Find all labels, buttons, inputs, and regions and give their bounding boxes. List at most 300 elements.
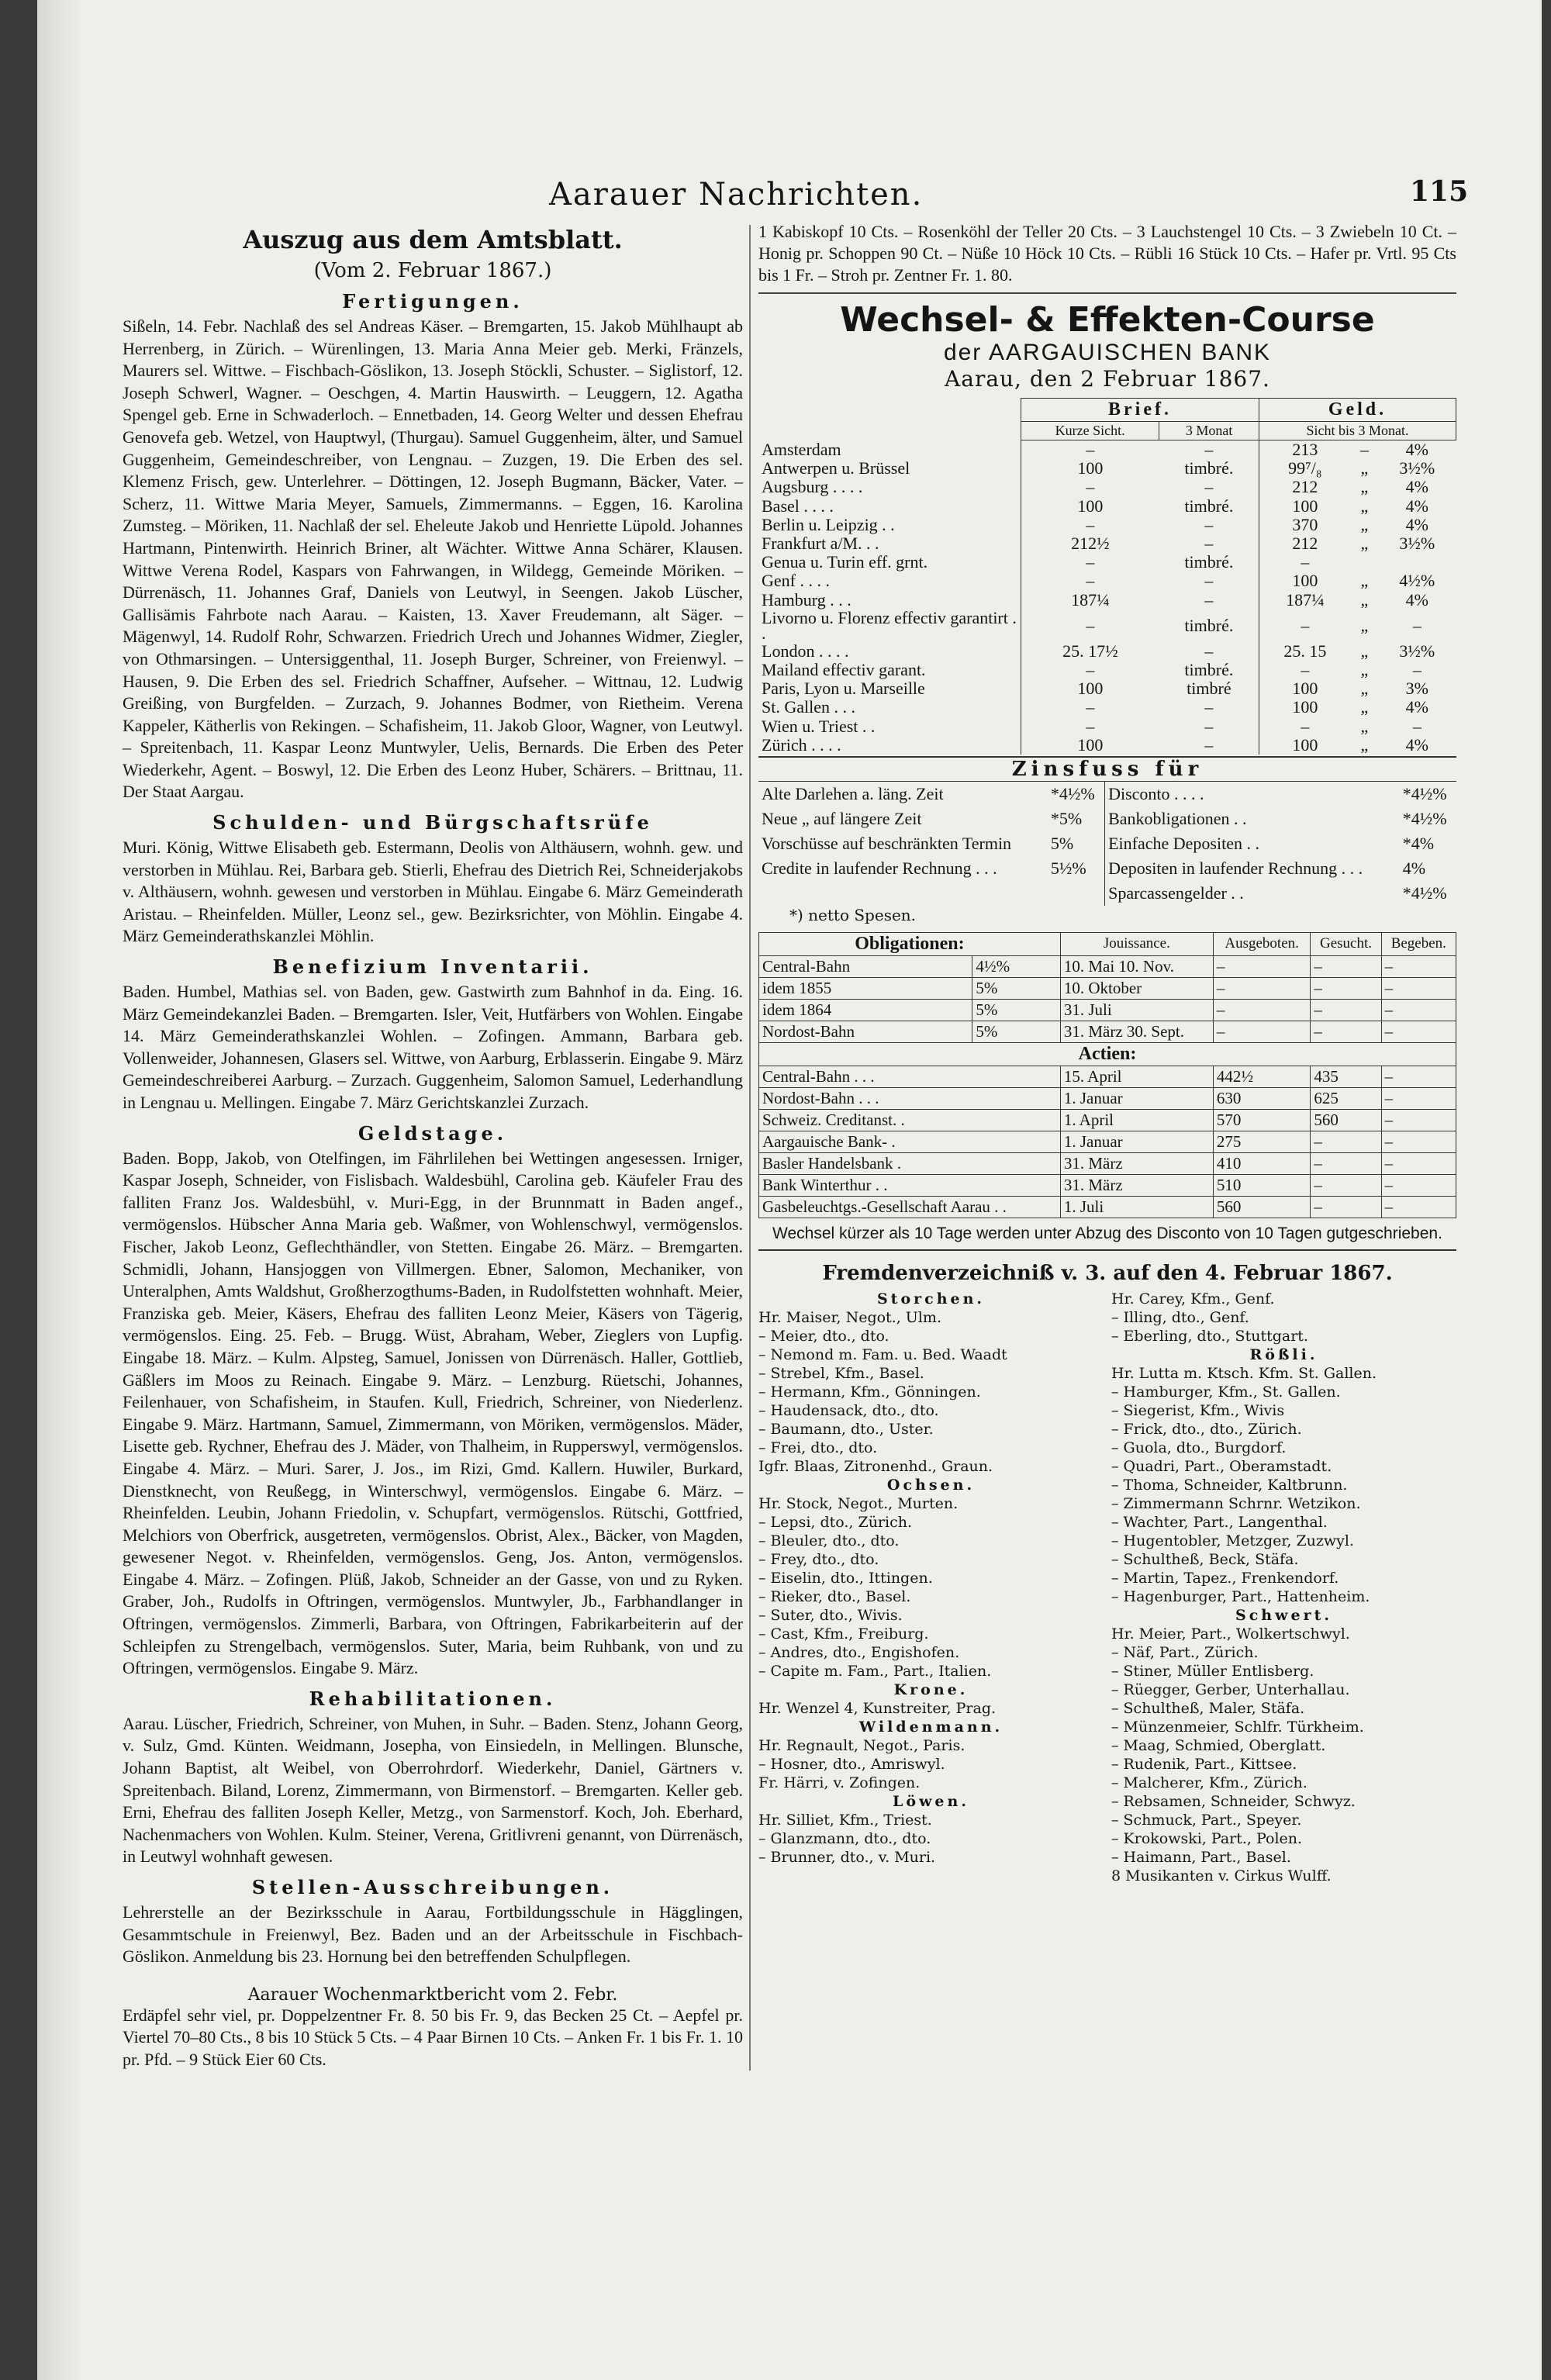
hotel-name: Rößli.: [1249, 1345, 1318, 1363]
rate-place: Antwerpen u. Brüssel: [762, 458, 910, 478]
rate-value: „: [1360, 534, 1369, 554]
actien-cell: 570: [1213, 1109, 1310, 1131]
rate-value: 3½%: [1399, 534, 1435, 554]
rate-value: –: [1204, 534, 1214, 554]
rate-value: „: [1360, 679, 1369, 699]
actien-cell: 1. Juli: [1060, 1196, 1213, 1218]
obligation-cell: –: [1381, 1021, 1456, 1042]
actien-cell: –: [1381, 1131, 1456, 1152]
actien-cell: –: [1311, 1131, 1381, 1152]
rate-value: 3½%: [1399, 641, 1435, 661]
obligation-cell: –: [1213, 1021, 1310, 1042]
rate-value: 3%: [1405, 679, 1428, 699]
rate-value: –: [1021, 698, 1159, 717]
obligation-cell: idem 1864: [759, 999, 972, 1021]
rate-value: –: [1204, 571, 1214, 591]
actien-cell: Bank Winterthur . .: [759, 1174, 1061, 1196]
actien-cell: Aargauische Bank- .: [759, 1131, 1061, 1152]
obligation-cell: –: [1381, 999, 1456, 1021]
page-header-title: Aarauer Nachrichten.: [549, 177, 924, 212]
guest-entry: – Suter, dto., Wivis.: [758, 1606, 903, 1624]
obligation-cell: Nordost-Bahn: [759, 1021, 972, 1042]
actien-cell: 625: [1311, 1087, 1381, 1109]
bank-prefix: der: [943, 340, 983, 365]
zins-row: [758, 881, 1456, 906]
actien-cell: Gasbeleuchtgs.-Gesellschaft Aarau . .: [759, 1196, 1061, 1218]
actien-cell: –: [1311, 1196, 1381, 1218]
guest-entry: Hr. Maiser, Negot., Ulm.: [758, 1308, 941, 1326]
rate-value: 4½%: [1399, 571, 1435, 591]
guest-entry: Igfr. Blaas, Zitronenhd., Graun.: [758, 1457, 993, 1475]
rate-row: [758, 534, 1456, 553]
obligation-cell: 10. Oktober: [1060, 977, 1213, 999]
zinsfuss-body: [758, 782, 1456, 906]
rate-value: 99⁷/₈: [1259, 459, 1350, 478]
guest-entry: – Rüegger, Gerber, Unterhallau.: [1111, 1681, 1350, 1698]
actien-cell: Schweiz. Creditanst. .: [759, 1109, 1061, 1131]
course-banner: Wechsel- & Effekten-Course: [840, 300, 1375, 340]
guest-entry: – Siegerist, Kfm., Wivis: [1111, 1401, 1285, 1419]
rate-value: „: [1360, 641, 1369, 661]
zinsfuss-table: [758, 782, 1456, 906]
guest-entry: Hr. Stock, Negot., Murten.: [758, 1494, 959, 1512]
actien-cell: 1. Januar: [1060, 1087, 1213, 1109]
actien-cell: Basler Handelsbank .: [759, 1152, 1061, 1174]
rate-value: –: [1204, 716, 1214, 736]
rate-value: –: [1021, 553, 1159, 572]
rate-value: 4%: [1405, 697, 1428, 717]
section-heading: Fertigungen.: [342, 290, 523, 313]
guest-entry: – Maag, Schmied, Oberglatt.: [1111, 1736, 1326, 1754]
section-text: Lehrerstelle an der Bezirksschule in Aarau, Fortbildungsschule in Hägglingen, Gesammtschule in Freienwyl, Bez. Baden und an der Arbeitsschule in Fischbach-Göslikon. Anmeldung bis 23. Hornung bei den betreffenden Schulpflegen.: [123, 1902, 743, 1967]
actien-row: [759, 1087, 1456, 1109]
guest-entry: Hr. Lutta m. Ktsch. Kfm. St. Gallen.: [1111, 1364, 1377, 1382]
actien-row: [759, 1174, 1456, 1196]
guest-entry: – Rieker, dto., Basel.: [758, 1587, 911, 1605]
obligation-cell: 5%: [972, 1021, 1061, 1042]
rate-value: „: [1360, 589, 1369, 610]
guest-entry: – Zimmermann Schrnr. Wetzikon.: [1111, 1494, 1361, 1512]
newspaper-page: [37, 0, 1542, 2380]
obligation-row: [759, 999, 1456, 1021]
rate-row: [758, 459, 1456, 478]
bank-name: [758, 340, 1456, 366]
obligation-cell: 10. Mai 10. Nov.: [1060, 955, 1213, 977]
guest-entry: – Andres, dto., Engishofen.: [758, 1643, 960, 1661]
left-column: [123, 225, 743, 2071]
actien-row: [759, 1131, 1456, 1152]
actien-cell: –: [1381, 1174, 1456, 1196]
rate-place: London . . . .: [762, 641, 849, 661]
guest-entry: – Eiselin, dto., Ittingen.: [758, 1569, 933, 1587]
rate-value: –: [1259, 717, 1350, 735]
zins-row: [758, 782, 1456, 807]
obligation-cell: –: [1311, 999, 1381, 1021]
guest-entry: – Frei, dto., dto.: [758, 1439, 878, 1456]
rate-place: Frankfurt a/M. . .: [762, 534, 879, 554]
sicht-header: Sicht bis 3 Monat.: [1259, 422, 1456, 440]
zins-rate: [1048, 881, 1105, 906]
zins-row: [758, 856, 1456, 881]
rate-row: [758, 717, 1456, 735]
actien-body: [759, 1066, 1456, 1218]
guest-entry: – Malcherer, Kfm., Zürich.: [1111, 1774, 1307, 1791]
guest-entry: – Frey, dto., dto.: [758, 1550, 879, 1568]
fremdenverzeichnis: [758, 1290, 1456, 1885]
obligation-row: [759, 955, 1456, 977]
guest-entry: – Brunner, dto., v. Muri.: [758, 1848, 936, 1866]
rate-value: 370: [1259, 516, 1350, 534]
zins-label: Bankobligationen . .: [1105, 807, 1400, 831]
guest-entry: – Hermann, Kfm., Gönningen.: [758, 1383, 981, 1401]
zins-label: Alte Darlehen a. läng. Zeit: [762, 783, 944, 803]
zins-row: [758, 807, 1456, 831]
rate-value: 212½: [1021, 534, 1159, 553]
rate-value: 100: [1021, 736, 1159, 755]
rate-value: 4%: [1405, 514, 1428, 534]
rate-value: 100: [1021, 497, 1159, 516]
rate-row: [758, 591, 1456, 610]
hotel-name: Krone.: [893, 1681, 969, 1698]
rate-value: „: [1360, 514, 1369, 534]
brief-header: Brief.: [1021, 399, 1259, 422]
obligation-cell: –: [1311, 955, 1381, 977]
guest-entry: – Stiner, Müller Entlisberg.: [1111, 1662, 1314, 1680]
guest-list-left: [758, 1290, 1104, 1885]
actien-cell: 442½: [1213, 1066, 1310, 1087]
guest-entry: – Rudenik, Part., Kittsee.: [1111, 1755, 1297, 1773]
obligation-row: [759, 1021, 1456, 1042]
guest-entry: – Schultheß, Beck, Stäfa.: [1111, 1550, 1299, 1568]
rate-row: [758, 679, 1456, 698]
rate-value: 25. 15: [1259, 642, 1350, 661]
actien-cell: –: [1311, 1152, 1381, 1174]
rate-value: 187¼: [1021, 591, 1159, 610]
guest-entry: – Thoma, Schneider, Kaltbrunn.: [1111, 1476, 1348, 1494]
guest-entry: Hr. Wenzel 4, Kunstreiter, Prag.: [758, 1699, 997, 1717]
guest-entry: – Illing, dto., Genf.: [1111, 1308, 1249, 1326]
guest-entry: – Quadri, Part., Oberamstadt.: [1111, 1457, 1332, 1475]
zins-label: Credite in laufender Rechnung . . .: [762, 858, 997, 878]
guest-list-right: [1111, 1290, 1456, 1885]
rates-corner: [758, 399, 1021, 422]
page-shadow: [37, 0, 84, 2380]
zins-rate: 4%: [1402, 858, 1426, 878]
rate-value: 100: [1259, 497, 1350, 516]
actien-cell: 1. April: [1060, 1109, 1213, 1131]
obligation-cell: –: [1311, 1021, 1381, 1042]
course-date: Aarau, den 2 Februar 1867.: [945, 366, 1270, 392]
guest-entry: – Haudensack, dto., dto.: [758, 1401, 939, 1419]
guest-entry: – Capite m. Fam., Part., Italien.: [758, 1662, 992, 1680]
rate-value: –: [1204, 477, 1214, 497]
guest-entry: 8 Musikanten v. Cirkus Wulff.: [1111, 1867, 1332, 1884]
rates-body: [758, 440, 1456, 755]
rate-value: 3½%: [1399, 458, 1435, 478]
rate-value: 25. 17½: [1021, 642, 1159, 661]
guest-entry: – Nemond m. Fam. u. Bed. Waadt: [758, 1345, 1007, 1363]
rate-row: [758, 610, 1456, 642]
rate-value: –: [1204, 734, 1214, 755]
amtsblatt-title: Auszug aus dem Amtsblatt.: [243, 225, 623, 254]
rate-value: 213: [1259, 440, 1350, 460]
amtsblatt-date: (Vom 2. Februar 1867.): [313, 259, 552, 282]
guest-entry: Hr. Meier, Part., Wolkertschwyl.: [1111, 1625, 1350, 1643]
guest-entry: – Glanzmann, dto., dto.: [758, 1829, 931, 1847]
section-text: Baden. Humbel, Mathias sel. von Baden, gew. Gastwirth zum Bahnhof in da. Eing. 16. März Gemeindekanzlei Baden. – Bremgarten. Isler, Veit, Hutfärbers von Wohlen. Eingabe 14. März Gemeinderathskanzlei Wohlen. – Zofingen. Ammann, Barbara geb. Vollenweider, Johannesen, Glasers sel. Wittwe, von Aarburg, Erblasserin. Eingabe 9. März Gemeindeschreiberei Aarburg. – Zurzach. Guggenheim, Salomon Samuel, Lederhandlung in Lengnau u. Mellingen. Eingabe 7. März Gerichtskanzlei Zurzach.: [123, 982, 743, 1112]
obligation-cell: 4½%: [972, 955, 1061, 977]
actien-row: [759, 1152, 1456, 1174]
market-report-text: Erdäpfel sehr viel, pr. Doppelzentner Fr. 8. 50 bis Fr. 9, das Becken 25 Ct. – Aepfel pr. Viertel 70–80 Cts., 8 bis 10 Stück 5 Cts. – 4 Paar Birnen 10 Cts. – Anken Fr. 1 bis Fr. 1. 10 pr. Pfd. – 9 Stück Eier 60 Cts.: [123, 2005, 743, 2069]
rate-value: –: [1259, 553, 1350, 572]
obligationen-header: Obligationen:: [759, 932, 1061, 955]
zins-rate: *4½%: [1402, 808, 1447, 828]
actien-cell: Nordost-Bahn . . .: [759, 1087, 1061, 1109]
rate-value: [1378, 553, 1456, 572]
rate-value: –: [1259, 610, 1350, 642]
actien-cell: 560: [1213, 1196, 1310, 1218]
rate-value: –: [1021, 516, 1159, 534]
rate-value: „: [1360, 716, 1369, 736]
actien-header: Actien:: [759, 1042, 1456, 1066]
zins-rate: *4½%: [1050, 783, 1095, 803]
actien-row: [759, 1066, 1456, 1087]
rate-value: 212: [1259, 534, 1350, 553]
actien-cell: 510: [1213, 1174, 1310, 1196]
actien-cell: –: [1381, 1152, 1456, 1174]
actien-cell: –: [1381, 1109, 1456, 1131]
guest-entry: – Cast, Kfm., Freiburg.: [758, 1625, 929, 1643]
rate-place: Augsburg . . . .: [762, 477, 863, 497]
rate-row: [758, 478, 1456, 496]
rate-value: –: [1204, 589, 1214, 610]
guest-entry: Hr. Silliet, Kfm., Triest.: [758, 1811, 932, 1829]
rate-value: [1351, 553, 1378, 572]
guest-entry: – Lepsi, dto., Zürich.: [758, 1513, 913, 1531]
divider: [758, 292, 1456, 294]
rate-place: Genf . . . .: [762, 571, 830, 591]
obligation-cell: 31. Juli: [1060, 999, 1213, 1021]
rates-corner-2: [758, 422, 1021, 440]
rate-value: timbré: [1187, 679, 1231, 699]
guest-entry: – Strebel, Kfm., Basel.: [758, 1364, 924, 1382]
rate-value: –: [1021, 478, 1159, 496]
zins-row: [758, 831, 1456, 856]
guest-entry: – Rebsamen, Schneider, Schwyz.: [1111, 1792, 1356, 1810]
rate-row: [758, 572, 1456, 590]
section-heading: Geldstage.: [358, 1121, 508, 1145]
section-heading: Stellen-Ausschreibungen.: [251, 1876, 614, 1898]
obligation-cell: –: [1381, 955, 1456, 977]
section-text: Aarau. Lüscher, Friedrich, Schreiner, von Muhen, in Suhr. – Baden. Stenz, Johann Georg, v. Sulz, Gmd. Künten. Weidmann, Josepha, von Einsiedeln, in Mellingen. Blunsche, Johann Baptist, alt Weibel, von Oberrohrdorf. Wiederkehr, Daniel, Gärtners v. Spreitenbach. Biland, Lorenz, Zimmermann, von Birmenstorf. – Bremgarten. Keller geb. Erni, Ehefrau des falliten Joseph Keller, Metzg., von Sarmenstorf. Koch, Joh. Eberhard, Nachenmachers von Wohlen. Kulm. Steiner, Verena, Gritlivreni genannt, von Dürrenäsch, in Leutwyl wohnhaft gewesen.: [123, 1713, 743, 1867]
zins-label: Depositen in laufender Rechnung . . .: [1105, 856, 1400, 881]
rate-value: –: [1204, 641, 1214, 661]
rate-place: Mailand effectiv garant.: [762, 659, 926, 679]
rate-place: Zürich . . . .: [762, 734, 841, 755]
guest-entry: – Schultheß, Maler, Stäfa.: [1111, 1699, 1305, 1717]
rate-row: [758, 440, 1456, 460]
hotel-name: Schwert.: [1235, 1606, 1332, 1624]
exchange-rate-table: [758, 398, 1456, 755]
wechsel-note: Wechsel kürzer als 10 Tage werden unter Abzug des Disconto von 10 Tagen gutgeschrieben.: [772, 1224, 1442, 1242]
rate-place: Paris, Lyon u. Marseille: [762, 679, 925, 699]
drei-monat-header: 3 Monat: [1159, 422, 1259, 440]
zins-label: Sparcassengelder . .: [1105, 881, 1400, 906]
actien-row: [759, 1196, 1456, 1218]
rate-value: 100: [1259, 736, 1350, 755]
obligation-cell: idem 1855: [759, 977, 972, 999]
actien-cell: 275: [1213, 1131, 1310, 1152]
ausgeboten-header: Ausgeboten.: [1213, 932, 1310, 955]
actien-cell: 1. Januar: [1060, 1131, 1213, 1152]
rate-value: „: [1360, 458, 1369, 478]
rate-place: Basel . . . .: [762, 496, 834, 516]
rate-value: –: [1021, 610, 1159, 642]
zins-rate: *4%: [1402, 833, 1435, 853]
rate-value: timbré.: [1184, 615, 1234, 635]
rate-place: Berlin u. Leipzig . .: [762, 514, 895, 534]
zins-rate: 5%: [1050, 833, 1074, 853]
section-text: Muri. König, Wittwe Elisabeth geb. Estermann, Deolis von Althäusern, wohnh. gew. und verstorben in Mühlau. Rei, Barbara geb. Stierli, Ehefrau des Dietrich Rei, Schneiderjakobs v. Althäusern, wohnh. gewesen und verstorben in Mühlau. Eingabe 6. März Gemeinderath Aristau. – Rheinfelden. Müller, Leonz sel., gew. Bezirksrichter, von Möhlin. Eingabe 4. März Gemeinderathskanzlei Möhlin.: [123, 838, 743, 946]
gesucht-header: Gesucht.: [1311, 932, 1381, 955]
page-number: 115: [1410, 175, 1469, 208]
actien-cell: 560: [1311, 1109, 1381, 1131]
rate-value: „: [1360, 571, 1369, 591]
zinsfuss-title: Zinsfuss für: [758, 756, 1456, 782]
actien-cell: 630: [1213, 1087, 1310, 1109]
guest-entry: – Bleuler, dto., dto.: [758, 1532, 900, 1549]
rate-value: –: [1021, 717, 1159, 735]
actien-cell: 31. März: [1060, 1174, 1213, 1196]
rate-value: 100: [1021, 459, 1159, 478]
rate-value: „: [1360, 659, 1369, 679]
obligation-cell: –: [1381, 977, 1456, 999]
rate-value: 100: [1259, 698, 1350, 717]
rate-value: 4%: [1405, 734, 1428, 755]
rate-value: –: [1259, 661, 1350, 679]
guest-entry: – Münzenmeier, Schlfr. Türkheim.: [1111, 1718, 1364, 1736]
guest-entry: – Wachter, Part., Langenthal.: [1111, 1513, 1328, 1531]
rate-value: „: [1360, 496, 1369, 516]
obligation-cell: Central-Bahn: [759, 955, 972, 977]
rate-value: 4%: [1405, 496, 1428, 516]
guest-entry: – Eberling, dto., Stuttgart.: [1111, 1327, 1308, 1345]
jouissance-header: Jouissance.: [1060, 932, 1213, 955]
guest-entry: – Schmuck, Part., Speyer.: [1111, 1811, 1302, 1829]
rate-place: Hamburg . . .: [762, 589, 851, 610]
netto-note: *) netto Spesen.: [789, 905, 917, 924]
rate-value: 100: [1259, 572, 1350, 590]
guest-entry: – Baumann, dto., Uster.: [758, 1420, 934, 1438]
zins-label: Einfache Depositen . .: [1105, 831, 1400, 856]
rate-value: timbré.: [1184, 659, 1234, 679]
rate-place: Amsterdam: [762, 439, 841, 459]
zins-rate: *5%: [1050, 808, 1083, 828]
obligation-cell: 31. März 30. Sept.: [1060, 1021, 1213, 1042]
section-text: Sißeln, 14. Febr. Nachlaß des sel Andreas Käser. – Bremgarten, 15. Jakob Mühlhaupt ab Herrenberg, in Zürich. – Würenlingen, 13. Maria Anna Meier geb. Merki, Fränzels, Maurers sel. Wittwe. – Fischbach-Göslikon, 13. Joseph Stöckli, Schuster. – Siglistorf, 12. Joseph Schwerl, Wagner. – Oeschgen, 4. Martin Hauswirth. – Leuggern, 12. Agatha Spengel geb. Erne in Schwaderloch. – Ennetbaden, 14. Georg Welter und dessen Ehefrau Genovefa geb. Wetzel, von Hauptwyl, (Thurgau). Samuel Guggenheim, älter, und Samuel Guggenheim, Gemeindeschreiber, von Lengnau. – Zuzgen, 19. Die Erben des sel. Klemenz Frisch, gew. Unterlehrer. – Döttingen, 12. Joseph Bugmann, Bäcker, Vater. – Scherz, 11. Wittwe Maria Meyer, Samuels, Zimmermanns. – Eggen, 16. Karolina Zumsteg. – Möriken, 11. Nachlaß der sel. Eheleute Jakob und Henriette Lüpold. Johannes Hartmann, Pintenwirth. Heinrich Briner, alt Wächter. Wittwe Anna Schärer, Klausen. Wittwe Verena Rodel, Kaspars von Fahrwangen, in Wildegg, Gemeinde Möriken. – Dürrenäsch, 11. Johannes Graf, Daniels von Leutwyl, in Seengen. Jakob Lüscher, Gallisämis Fahrbote nach Aarau. – Kaisten, 13. Xaver Freudemann, alt Säger. – Mägenwyl, 14. Rudolf Rohr, Schwarzen. Friedrich Urech und Johannes Widmer, Ziegler, von Othmarsingen. – Untersiggenthal, 11. Joseph Burger, Schreiner, von Freienwyl. – Hausen, 9. Die Erben des sel. Friedrich Schaffner, Aufseher. – Wittnau, 12. Ludwig Greißing, von Burgfelden. – Zurzach, 9. Johannes Bodmer, von Rietheim. Verena Kappeler, Kätherlis von Rekingen. – Schafisheim, 11. Jakob Gloor, Wagner, von Leutwyl. – Spreitenbach, 11. Kaspar Leonz Muntwyler, Uelis, Bernards. Die Erben des Peter Wiederkehr, Agent. – Boswyl, 12. Die Erben des Leonz Huber, Schärers. – Brittnau, 11. Der Staat Aargau.: [123, 316, 743, 802]
actien-row: [759, 1109, 1456, 1131]
rate-value: –: [1204, 440, 1214, 460]
obligation-cell: 5%: [972, 977, 1061, 999]
rate-row: [758, 553, 1456, 572]
rate-row: [758, 736, 1456, 755]
rate-value: 100: [1259, 679, 1350, 698]
guest-entry: – Frick, dto., dto., Zürich.: [1111, 1420, 1302, 1438]
actien-cell: Central-Bahn . . .: [759, 1066, 1061, 1087]
amtsblatt-sections: [123, 290, 743, 1968]
actien-cell: 15. April: [1060, 1066, 1213, 1087]
guest-entry: – Meier, dto., dto.: [758, 1327, 889, 1345]
rate-value: 4%: [1405, 589, 1428, 610]
rate-row: [758, 516, 1456, 534]
guest-entry: – Krokowski, Part., Polen.: [1111, 1829, 1303, 1847]
obligation-cell: –: [1213, 977, 1310, 999]
guest-entry: – Hagenburger, Part., Hattenheim.: [1111, 1587, 1370, 1605]
hotel-name: Wildenmann.: [858, 1718, 1003, 1736]
obligationen-body: [759, 955, 1456, 1042]
guest-entry: – Hugentobler, Metzger, Zuzwyl.: [1111, 1532, 1355, 1549]
actien-cell: –: [1381, 1066, 1456, 1087]
section-heading: Benefizium Inventarii.: [272, 955, 593, 979]
rate-value: –: [1204, 697, 1214, 717]
zins-rate: 5½%: [1050, 858, 1086, 878]
guest-entry: – Hosner, dto., Amriswyl.: [758, 1755, 945, 1773]
section-heading: Rehabilitationen.: [309, 1687, 557, 1710]
rate-value: –: [1412, 615, 1421, 635]
column-divider: [749, 225, 751, 2071]
kurze-sicht-header: Kurze Sicht.: [1021, 422, 1159, 440]
hotel-name: Storchen.: [876, 1290, 986, 1307]
rate-value: timbré.: [1184, 552, 1234, 572]
obligation-cell: –: [1213, 955, 1310, 977]
obligationen-table: [758, 932, 1456, 1218]
rate-value: –: [1412, 716, 1421, 736]
rate-value: –: [1204, 514, 1214, 534]
rate-value: timbré.: [1184, 496, 1234, 516]
actien-cell: –: [1381, 1196, 1456, 1218]
rate-value: –: [1021, 572, 1159, 590]
guest-entry: – Hamburger, Kfm., St. Gallen.: [1111, 1383, 1341, 1401]
zins-label: Neue „ auf längere Zeit: [762, 808, 922, 828]
market-report: [123, 1985, 743, 2071]
right-column: [758, 221, 1456, 1885]
rate-value: –: [1359, 440, 1369, 460]
rate-row: [758, 661, 1456, 679]
rate-row: [758, 642, 1456, 661]
rate-place: Livorno u. Florenz effectiv garantirt . .: [762, 607, 1017, 643]
rate-value: 187¼: [1259, 591, 1350, 610]
zins-label: Vorschüsse auf beschränkten Termin: [762, 833, 1012, 853]
obligation-cell: 5%: [972, 999, 1061, 1021]
actien-cell: –: [1311, 1174, 1381, 1196]
guest-entry: – Martin, Tapez., Frenkendorf.: [1111, 1569, 1339, 1587]
obligation-cell: –: [1311, 977, 1381, 999]
obligation-cell: –: [1213, 999, 1310, 1021]
bank-title: AARGAUISCHEN BANK: [988, 340, 1272, 365]
rate-place: Wien u. Triest . .: [762, 716, 876, 736]
rate-value: 212: [1259, 478, 1350, 496]
guest-entry: Hr. Regnault, Negot., Paris.: [758, 1736, 965, 1754]
actien-cell: 410: [1213, 1152, 1310, 1174]
guest-entry: – Haimann, Part., Basel.: [1111, 1848, 1291, 1866]
zins-rate: *4½%: [1402, 783, 1447, 803]
rate-value: timbré.: [1184, 458, 1234, 478]
rate-value: „: [1360, 734, 1369, 755]
rate-value: –: [1412, 659, 1421, 679]
rate-place: St. Gallen . . .: [762, 697, 855, 717]
rate-value: 4%: [1405, 440, 1428, 460]
rate-row: [758, 497, 1456, 516]
